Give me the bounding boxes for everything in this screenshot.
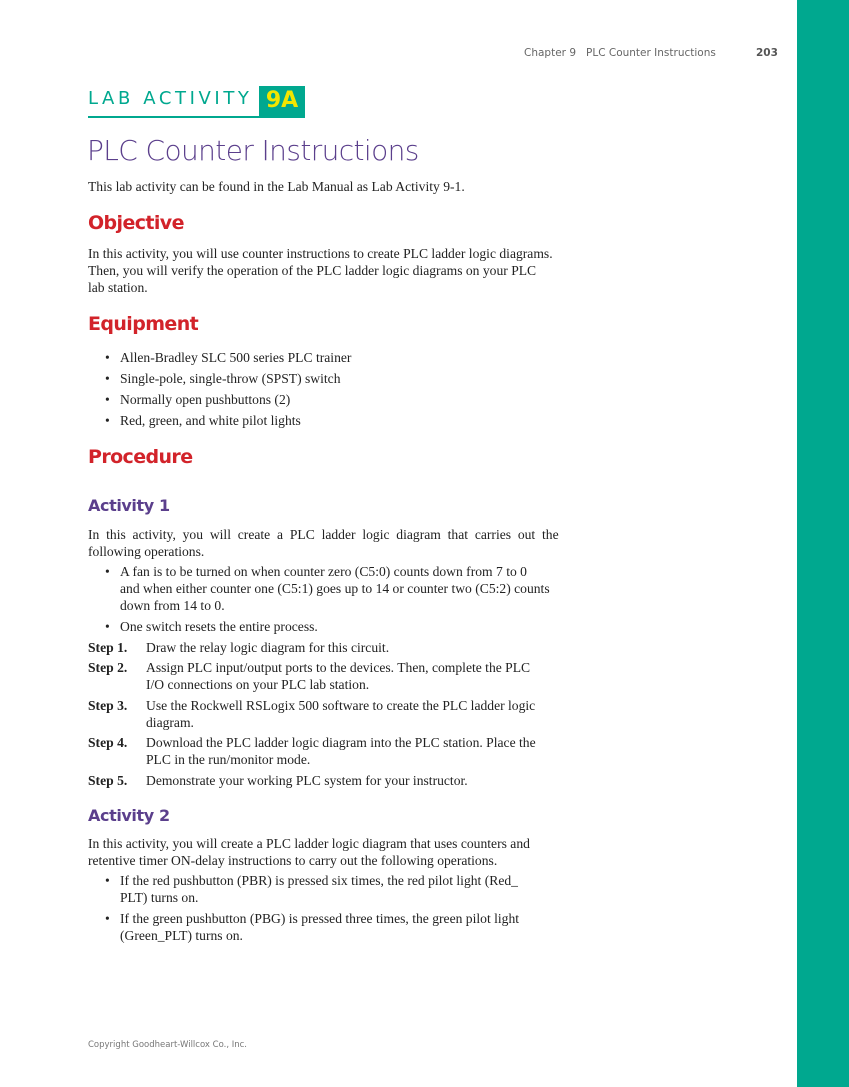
activity2-heading: Activity 2 [88, 806, 170, 825]
objective-line: Then, you will verify the operation of the PLC ladder logic diagrams on your PLC [88, 263, 537, 278]
lab-activity-number: 9A [259, 86, 305, 116]
page-title: PLC Counter Instructions [87, 134, 419, 167]
lab-activity-label: LAB ACTIVITY [88, 88, 253, 109]
chapter-tab-bar [797, 0, 849, 1087]
activity2-line: retentive timer ON-delay instructions to carry out the following operations. [88, 853, 498, 868]
procedure-heading: Procedure [88, 446, 193, 468]
page-number: 203 [756, 47, 778, 59]
activity1-line: following operations. [88, 544, 205, 559]
equipment-heading: Equipment [88, 313, 199, 335]
copyright: Copyright Goodheart-Willcox Co., Inc. [88, 1040, 248, 1050]
chapter-label: Chapter 9 PLC Counter Instructions [524, 47, 716, 59]
objective-line: In this activity, you will use counter instructions to create PLC ladder logic diagrams. [88, 246, 553, 261]
activity1-heading: Activity 1 [88, 496, 170, 515]
activity2-line: In this activity, you will create a PLC ladder logic diagram that uses counters and [88, 836, 530, 851]
running-header [524, 47, 778, 59]
lab-activity-underline [88, 116, 305, 118]
activity1-line: In this activity, you will create a PLC ladder logic diagram that carries out the [88, 527, 559, 542]
objective-line: lab station. [88, 280, 148, 295]
intro-text: This lab activity can be found in the Lab Manual as Lab Activity 9-1. [88, 179, 465, 194]
objective-heading: Objective [88, 212, 184, 234]
